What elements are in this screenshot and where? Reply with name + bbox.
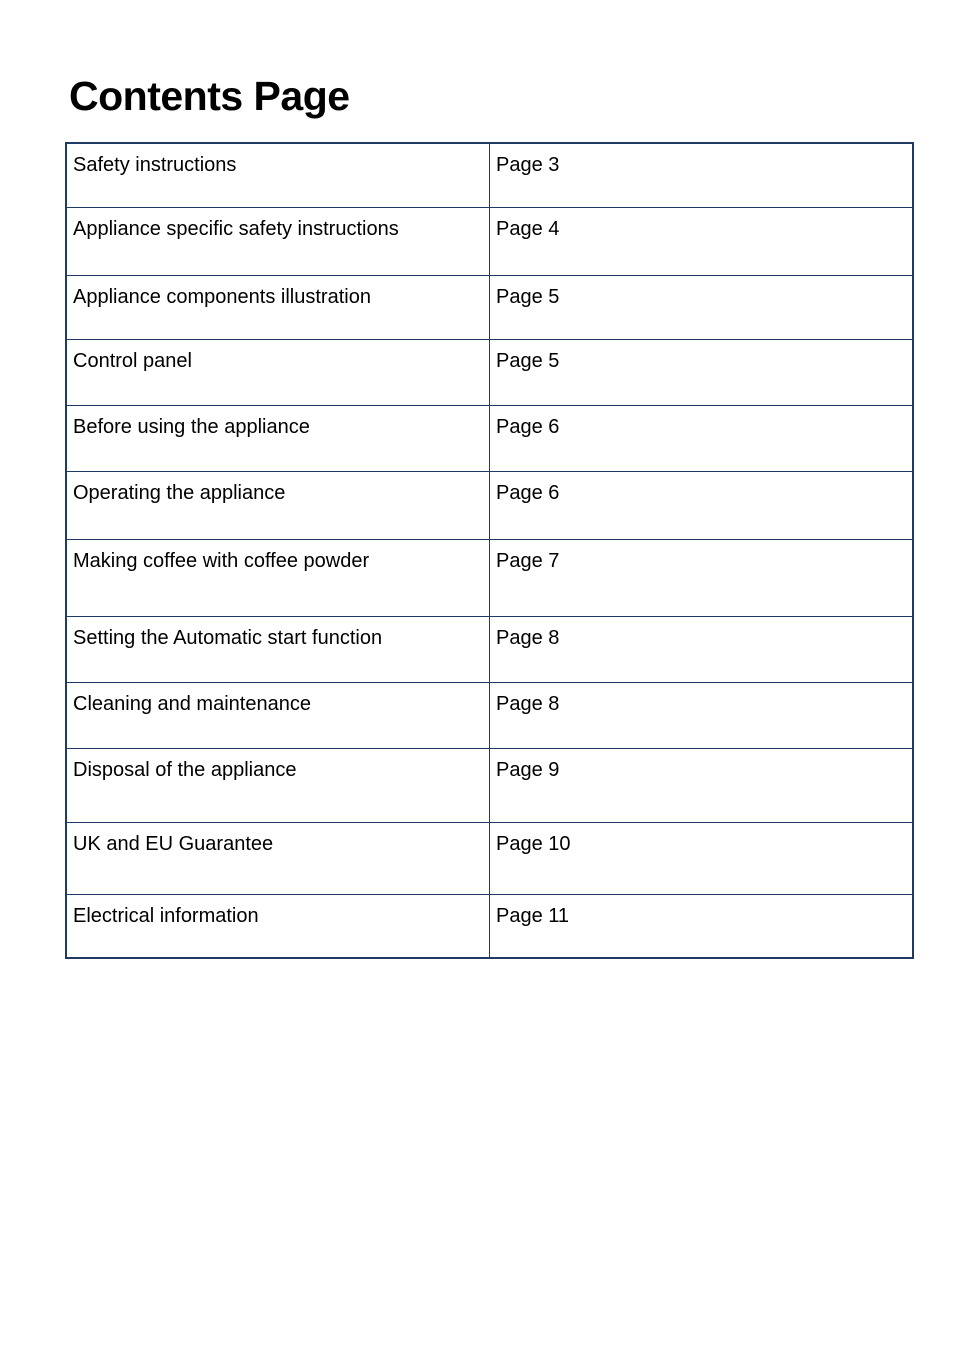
- table-row: [66, 143, 913, 207]
- table-row: [66, 748, 913, 822]
- toc-page-number: Page 4: [490, 207, 914, 275]
- toc-page-number: Page 8: [490, 682, 914, 748]
- table-row: [66, 822, 913, 894]
- toc-section-title: Making coffee with coffee powder: [66, 539, 490, 616]
- toc-page-number: Page 10: [490, 822, 914, 894]
- table-row: [66, 405, 913, 471]
- toc-section-title: Setting the Automatic start function: [66, 616, 490, 682]
- contents-table: [65, 142, 914, 959]
- table-row: [66, 339, 913, 405]
- table-row: [66, 616, 913, 682]
- toc-section-title: Operating the appliance: [66, 471, 490, 539]
- table-row: [66, 275, 913, 339]
- toc-section-title: Disposal of the appliance: [66, 748, 490, 822]
- toc-page-number: Page 3: [490, 143, 914, 207]
- toc-page-number: Page 7: [490, 539, 914, 616]
- table-row: [66, 539, 913, 616]
- table-row: [66, 682, 913, 748]
- toc-page-number: Page 5: [490, 339, 914, 405]
- toc-page-number: Page 11: [490, 894, 914, 958]
- toc-section-title: Appliance specific safety instructions: [66, 207, 490, 275]
- toc-page-number: Page 5: [490, 275, 914, 339]
- toc-page-number: Page 6: [490, 471, 914, 539]
- toc-page-number: Page 6: [490, 405, 914, 471]
- table-row: [66, 207, 913, 275]
- toc-section-title: UK and EU Guarantee: [66, 822, 490, 894]
- page-title: Contents Page: [69, 73, 350, 119]
- toc-section-title: Electrical information: [66, 894, 490, 958]
- toc-section-title: Control panel: [66, 339, 490, 405]
- table-row: [66, 471, 913, 539]
- table-row: [66, 894, 913, 958]
- toc-section-title: Before using the appliance: [66, 405, 490, 471]
- toc-section-title: Appliance components illustration: [66, 275, 490, 339]
- toc-section-title: Cleaning and maintenance: [66, 682, 490, 748]
- toc-section-title: Safety instructions: [66, 143, 490, 207]
- toc-page-number: Page 9: [490, 748, 914, 822]
- toc-page-number: Page 8: [490, 616, 914, 682]
